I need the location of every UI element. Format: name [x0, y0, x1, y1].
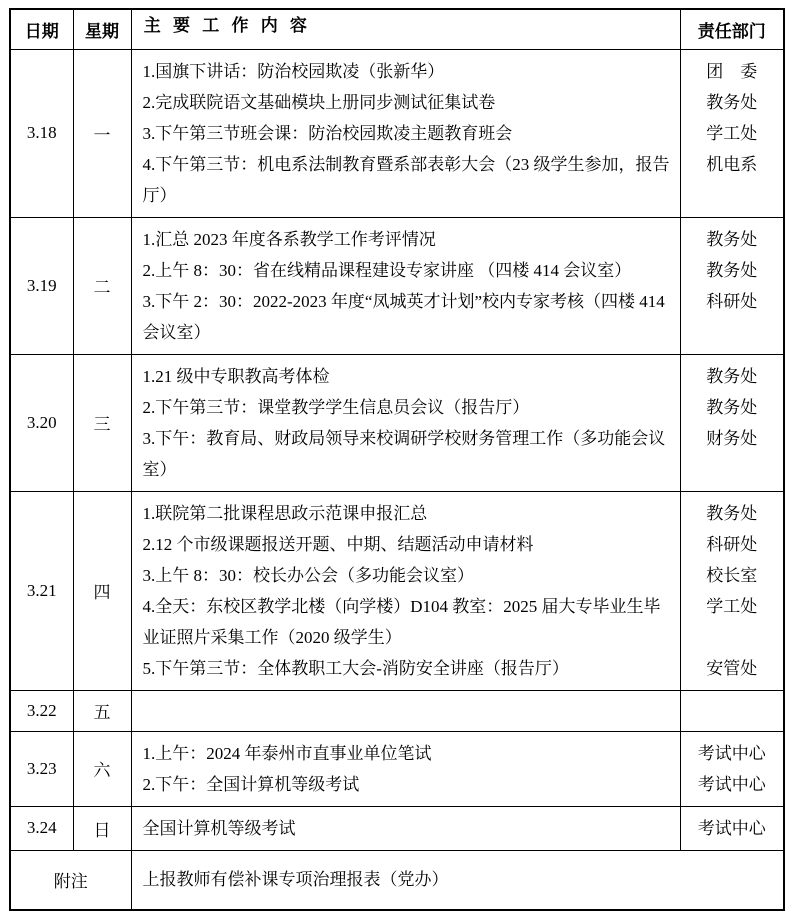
task-line-row [10, 491, 784, 529]
note-text: 上报教师有偿补课专项治理报表（党办） [142, 870, 449, 889]
task-text-cell: 3.下午：教育局、财政局领导来校调研学校财务管理工作（多功能会议室） [131, 423, 680, 492]
day-group [10, 354, 784, 491]
task-text-cell: 2.完成联院语文基础模块上册同步测试征集试卷 [131, 87, 680, 118]
task-department-cell: 学工处 [706, 596, 758, 616]
task-text-cell: 1.联院第二批课程思政示范课申报汇总 [131, 491, 680, 529]
day-group [10, 217, 784, 354]
note-row [10, 850, 784, 910]
task-text-cell: 1.汇总 2023 年度各系教学工作考评情况 [131, 217, 680, 255]
task-department-cell: 考试中心 [697, 743, 766, 763]
task-text-cell: 1.上午：2024 年泰州市直事业单位笔试 [131, 731, 680, 769]
task-department-cell: 财务处 [706, 428, 758, 448]
date-cell: 3.21 [10, 491, 73, 690]
table-header [10, 9, 784, 49]
task-department-cell: 科研处 [706, 291, 758, 311]
task-text-cell: 2.下午第三节：课堂教学学生信息员会议（报告厅） [131, 392, 680, 423]
task-text-cell: 1.国旗下讲话：防治校园欺凌（张新华） [131, 49, 680, 87]
date-cell: 3.18 [10, 49, 73, 217]
weekday-cell: 六 [73, 731, 131, 806]
task-text-cell: 4.下午第三节：机电系法制教育暨系部表彰大会（23 级学生参加，报告厅） [131, 149, 680, 218]
task-department-cell: 机电系 [706, 154, 758, 174]
date-cell: 3.24 [10, 806, 73, 850]
header-date: 日期 [10, 9, 73, 49]
note-row-tr [10, 850, 784, 910]
header-row [10, 9, 784, 49]
weekday-cell: 四 [73, 491, 131, 690]
task-department-cell: 教务处 [706, 397, 758, 417]
date-cell: 3.23 [10, 731, 73, 806]
task-department-cell: 安管处 [706, 658, 758, 678]
task-line-row [10, 217, 784, 255]
task-line-row [10, 690, 784, 731]
task-text-cell: 2.12 个市级课题报送开题、中期、结题活动申请材料 [131, 529, 680, 560]
weekday-cell: 三 [73, 354, 131, 491]
task-text-cell: 3.下午第三节班会课：防治校园欺凌主题教育班会 [131, 118, 680, 149]
task-text-cell: 1.21 级中专职教高考体检 [131, 354, 680, 392]
note-label: 附注 [10, 850, 131, 910]
day-group [10, 491, 784, 690]
task-text-cell: 2.上午 8：30：省在线精品课程建设专家讲座 （四楼 414 会议室） [131, 255, 680, 286]
task-line-row [10, 49, 784, 87]
task-department-cell: 校长室 [706, 565, 758, 585]
task-department-cell: 教务处 [706, 260, 758, 280]
task-text-cell: 5.下午第三节：全体教职工大会-消防安全讲座（报告厅） [131, 653, 680, 691]
task-text-cell: 全国计算机等级考试 [131, 806, 680, 850]
task-department-cell: 科研处 [706, 534, 758, 554]
task-department-cell: 团 委 [706, 61, 758, 81]
weekly-schedule-table [9, 8, 785, 911]
task-department-cell: 教务处 [706, 229, 758, 249]
date-cell: 3.20 [10, 354, 73, 491]
weekday-cell: 二 [73, 217, 131, 354]
task-line-row [10, 354, 784, 392]
day-group [10, 806, 784, 850]
task-text-cell [131, 690, 680, 731]
date-cell: 3.22 [10, 690, 73, 731]
task-department-cell: 学工处 [706, 123, 758, 143]
day-group [10, 49, 784, 217]
date-cell: 3.19 [10, 217, 73, 354]
weekday-cell: 日 [73, 806, 131, 850]
task-department-cell: 教务处 [706, 503, 758, 523]
task-text-cell: 4.全天：东校区教学北楼（向学楼）D104 教室：2025 届大专毕业生毕业证照片采集工作（2020 级学生） [131, 591, 680, 653]
task-text-cell: 3.上午 8：30：校长办公会（多功能会议室） [131, 560, 680, 591]
task-department-cell: 考试中心 [697, 774, 766, 794]
header-weekday: 星期 [73, 9, 131, 49]
weekday-cell: 五 [73, 690, 131, 731]
task-text-cell: 2.下午：全国计算机等级考试 [131, 769, 680, 807]
task-text-cell: 3.下午 2：30：2022-2023 年度“凤城英才计划”校内专家考核（四楼 414 会议室） [131, 286, 680, 355]
day-group [10, 731, 784, 806]
header-main-content: 主要工作内容 [131, 9, 680, 49]
task-line-row [10, 731, 784, 769]
task-line-row [10, 806, 784, 850]
header-department: 责任部门 [680, 9, 784, 49]
day-group [10, 690, 784, 731]
weekday-cell: 一 [73, 49, 131, 217]
task-department-cell [680, 690, 784, 731]
task-department-cell: 教务处 [706, 366, 758, 386]
task-department-cell: 教务处 [706, 92, 758, 112]
task-department-cell: 考试中心 [697, 818, 766, 838]
